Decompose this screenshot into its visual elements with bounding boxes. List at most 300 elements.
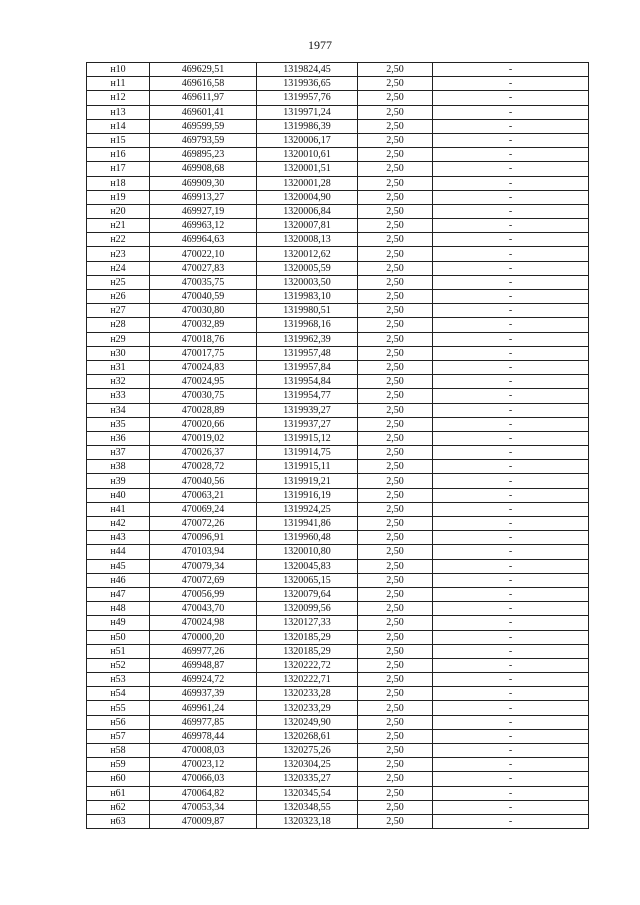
point-id-cell: н46 — [87, 573, 150, 587]
y-coordinate-cell: 1320185,29 — [257, 644, 358, 658]
y-coordinate-cell: 1319937,27 — [257, 417, 358, 431]
point-id-cell: н18 — [87, 176, 150, 190]
accuracy-cell: 2,50 — [358, 630, 433, 644]
description-cell: - — [433, 375, 589, 389]
description-cell: - — [433, 559, 589, 573]
point-id-cell: н62 — [87, 800, 150, 814]
y-coordinate-cell: 1319983,10 — [257, 290, 358, 304]
y-coordinate-cell: 1319960,48 — [257, 531, 358, 545]
table-row — [87, 559, 589, 573]
point-id-cell: н43 — [87, 531, 150, 545]
description-cell: - — [433, 63, 589, 77]
point-id-cell: н13 — [87, 105, 150, 119]
x-coordinate-cell: 469948,87 — [150, 658, 257, 672]
x-coordinate-cell: 470026,37 — [150, 446, 257, 460]
table-row — [87, 119, 589, 133]
description-cell: - — [433, 247, 589, 261]
page-number: 1977 — [308, 38, 332, 52]
description-cell: - — [433, 360, 589, 374]
y-coordinate-cell: 1319914,75 — [257, 446, 358, 460]
point-id-cell: н57 — [87, 729, 150, 743]
table-row — [87, 304, 589, 318]
x-coordinate-cell: 470030,80 — [150, 304, 257, 318]
x-coordinate-cell: 469793,59 — [150, 133, 257, 147]
point-id-cell: н28 — [87, 318, 150, 332]
accuracy-cell: 2,50 — [358, 687, 433, 701]
table-row — [87, 630, 589, 644]
y-coordinate-cell: 1319957,84 — [257, 360, 358, 374]
x-coordinate-cell: 470019,02 — [150, 431, 257, 445]
x-coordinate-cell: 469927,19 — [150, 204, 257, 218]
table-row — [87, 204, 589, 218]
accuracy-cell: 2,50 — [358, 545, 433, 559]
table-row — [87, 517, 589, 531]
y-coordinate-cell: 1320268,61 — [257, 729, 358, 743]
x-coordinate-cell: 469961,24 — [150, 701, 257, 715]
accuracy-cell: 2,50 — [358, 431, 433, 445]
accuracy-cell: 2,50 — [358, 729, 433, 743]
y-coordinate-cell: 1320345,54 — [257, 786, 358, 800]
point-id-cell: н54 — [87, 687, 150, 701]
x-coordinate-cell: 469629,51 — [150, 63, 257, 77]
accuracy-cell: 2,50 — [358, 616, 433, 630]
x-coordinate-cell: 470017,75 — [150, 346, 257, 360]
description-cell: - — [433, 233, 589, 247]
accuracy-cell: 2,50 — [358, 772, 433, 786]
y-coordinate-cell: 1320065,15 — [257, 573, 358, 587]
point-id-cell: н51 — [87, 644, 150, 658]
accuracy-cell: 2,50 — [358, 587, 433, 601]
point-id-cell: н55 — [87, 701, 150, 715]
point-id-cell: н26 — [87, 290, 150, 304]
description-cell: - — [433, 204, 589, 218]
point-id-cell: н53 — [87, 673, 150, 687]
x-coordinate-cell: 469599,59 — [150, 119, 257, 133]
x-coordinate-cell: 470072,26 — [150, 517, 257, 531]
table-row — [87, 616, 589, 630]
table-row — [87, 474, 589, 488]
x-coordinate-cell: 469977,26 — [150, 644, 257, 658]
y-coordinate-cell: 1320222,72 — [257, 658, 358, 672]
x-coordinate-cell: 470064,82 — [150, 786, 257, 800]
table-row — [87, 133, 589, 147]
point-id-cell: н30 — [87, 346, 150, 360]
description-cell: - — [433, 431, 589, 445]
table-row — [87, 488, 589, 502]
point-id-cell: н45 — [87, 559, 150, 573]
accuracy-cell: 2,50 — [358, 446, 433, 460]
point-id-cell: н36 — [87, 431, 150, 445]
description-cell: - — [433, 176, 589, 190]
accuracy-cell: 2,50 — [358, 531, 433, 545]
y-coordinate-cell: 1319919,21 — [257, 474, 358, 488]
accuracy-cell: 2,50 — [358, 105, 433, 119]
y-coordinate-cell: 1319936,65 — [257, 77, 358, 91]
accuracy-cell: 2,50 — [358, 63, 433, 77]
x-coordinate-cell: 470072,69 — [150, 573, 257, 587]
y-coordinate-cell: 1319986,39 — [257, 119, 358, 133]
description-cell: - — [433, 772, 589, 786]
description-cell: - — [433, 502, 589, 516]
accuracy-cell: 2,50 — [358, 673, 433, 687]
table-row — [87, 162, 589, 176]
x-coordinate-cell: 470022,10 — [150, 247, 257, 261]
table-row — [87, 219, 589, 233]
table-row — [87, 148, 589, 162]
y-coordinate-cell: 1320348,55 — [257, 800, 358, 814]
table-row — [87, 446, 589, 460]
point-id-cell: н17 — [87, 162, 150, 176]
accuracy-cell: 2,50 — [358, 488, 433, 502]
table-row — [87, 290, 589, 304]
table-row — [87, 715, 589, 729]
accuracy-cell: 2,50 — [358, 190, 433, 204]
y-coordinate-cell: 1319941,86 — [257, 517, 358, 531]
description-cell: - — [433, 446, 589, 460]
description-cell: - — [433, 219, 589, 233]
table-row — [87, 190, 589, 204]
y-coordinate-cell: 1320006,84 — [257, 204, 358, 218]
table-row — [87, 318, 589, 332]
accuracy-cell: 2,50 — [358, 219, 433, 233]
y-coordinate-cell: 1320323,18 — [257, 814, 358, 828]
description-cell: - — [433, 119, 589, 133]
accuracy-cell: 2,50 — [358, 247, 433, 261]
y-coordinate-cell: 1320127,33 — [257, 616, 358, 630]
y-coordinate-cell: 1319824,45 — [257, 63, 358, 77]
description-cell: - — [433, 545, 589, 559]
point-id-cell: н34 — [87, 403, 150, 417]
y-coordinate-cell: 1319939,27 — [257, 403, 358, 417]
point-id-cell: н35 — [87, 417, 150, 431]
x-coordinate-cell: 470028,72 — [150, 460, 257, 474]
y-coordinate-cell: 1320233,29 — [257, 701, 358, 715]
x-coordinate-cell: 470027,83 — [150, 261, 257, 275]
accuracy-cell: 2,50 — [358, 389, 433, 403]
description-cell: - — [433, 488, 589, 502]
table-row — [87, 63, 589, 77]
y-coordinate-cell: 1319915,12 — [257, 431, 358, 445]
y-coordinate-cell: 1320001,28 — [257, 176, 358, 190]
x-coordinate-cell: 469909,30 — [150, 176, 257, 190]
point-id-cell: н22 — [87, 233, 150, 247]
description-cell: - — [433, 658, 589, 672]
y-coordinate-cell: 1320012,62 — [257, 247, 358, 261]
description-cell: - — [433, 687, 589, 701]
point-id-cell: н48 — [87, 602, 150, 616]
accuracy-cell: 2,50 — [358, 644, 433, 658]
table-row — [87, 786, 589, 800]
point-id-cell: н49 — [87, 616, 150, 630]
accuracy-cell: 2,50 — [358, 602, 433, 616]
accuracy-cell: 2,50 — [358, 233, 433, 247]
table-row — [87, 261, 589, 275]
accuracy-cell: 2,50 — [358, 119, 433, 133]
table-row — [87, 545, 589, 559]
y-coordinate-cell: 1320007,81 — [257, 219, 358, 233]
table-row — [87, 687, 589, 701]
accuracy-cell: 2,50 — [358, 275, 433, 289]
table-row — [87, 431, 589, 445]
accuracy-cell: 2,50 — [358, 403, 433, 417]
x-coordinate-cell: 470040,59 — [150, 290, 257, 304]
description-cell: - — [433, 460, 589, 474]
point-id-cell: н38 — [87, 460, 150, 474]
description-cell: - — [433, 304, 589, 318]
y-coordinate-cell: 1320185,29 — [257, 630, 358, 644]
x-coordinate-cell: 469963,12 — [150, 219, 257, 233]
y-coordinate-cell: 1320249,90 — [257, 715, 358, 729]
accuracy-cell: 2,50 — [358, 204, 433, 218]
y-coordinate-cell: 1320001,51 — [257, 162, 358, 176]
table-row — [87, 658, 589, 672]
point-id-cell: н15 — [87, 133, 150, 147]
table-row — [87, 531, 589, 545]
accuracy-cell: 2,50 — [358, 744, 433, 758]
y-coordinate-cell: 1320304,25 — [257, 758, 358, 772]
table-row — [87, 332, 589, 346]
table-row — [87, 233, 589, 247]
table-row — [87, 673, 589, 687]
x-coordinate-cell: 470018,76 — [150, 332, 257, 346]
description-cell: - — [433, 318, 589, 332]
table-row — [87, 91, 589, 105]
y-coordinate-cell: 1320233,28 — [257, 687, 358, 701]
x-coordinate-cell: 469978,44 — [150, 729, 257, 743]
accuracy-cell: 2,50 — [358, 77, 433, 91]
point-id-cell: н31 — [87, 360, 150, 374]
accuracy-cell: 2,50 — [358, 474, 433, 488]
accuracy-cell: 2,50 — [358, 162, 433, 176]
accuracy-cell: 2,50 — [358, 573, 433, 587]
description-cell: - — [433, 290, 589, 304]
description-cell: - — [433, 616, 589, 630]
table-row — [87, 247, 589, 261]
y-coordinate-cell: 1319980,51 — [257, 304, 358, 318]
y-coordinate-cell: 1320005,59 — [257, 261, 358, 275]
description-cell: - — [433, 133, 589, 147]
point-id-cell: н10 — [87, 63, 150, 77]
point-id-cell: н25 — [87, 275, 150, 289]
accuracy-cell: 2,50 — [358, 261, 433, 275]
accuracy-cell: 2,50 — [358, 658, 433, 672]
point-id-cell: н56 — [87, 715, 150, 729]
accuracy-cell: 2,50 — [358, 800, 433, 814]
accuracy-cell: 2,50 — [358, 133, 433, 147]
table-row — [87, 644, 589, 658]
description-cell: - — [433, 517, 589, 531]
description-cell: - — [433, 644, 589, 658]
table-row — [87, 758, 589, 772]
x-coordinate-cell: 470053,34 — [150, 800, 257, 814]
table-row — [87, 573, 589, 587]
point-id-cell: н52 — [87, 658, 150, 672]
y-coordinate-cell: 1320222,71 — [257, 673, 358, 687]
x-coordinate-cell: 469937,39 — [150, 687, 257, 701]
description-cell: - — [433, 573, 589, 587]
x-coordinate-cell: 469964,63 — [150, 233, 257, 247]
point-id-cell: н19 — [87, 190, 150, 204]
point-id-cell: н50 — [87, 630, 150, 644]
table-row — [87, 800, 589, 814]
y-coordinate-cell: 1319916,19 — [257, 488, 358, 502]
y-coordinate-cell: 1319915,11 — [257, 460, 358, 474]
point-id-cell: н63 — [87, 814, 150, 828]
x-coordinate-cell: 470066,03 — [150, 772, 257, 786]
description-cell: - — [433, 417, 589, 431]
coordinates-table-body — [87, 63, 589, 829]
description-cell: - — [433, 744, 589, 758]
y-coordinate-cell: 1320008,13 — [257, 233, 358, 247]
table-row — [87, 105, 589, 119]
accuracy-cell: 2,50 — [358, 758, 433, 772]
description-cell: - — [433, 531, 589, 545]
x-coordinate-cell: 470028,89 — [150, 403, 257, 417]
y-coordinate-cell: 1319954,84 — [257, 375, 358, 389]
accuracy-cell: 2,50 — [358, 460, 433, 474]
accuracy-cell: 2,50 — [358, 375, 433, 389]
y-coordinate-cell: 1320010,61 — [257, 148, 358, 162]
point-id-cell: н37 — [87, 446, 150, 460]
point-id-cell: н16 — [87, 148, 150, 162]
y-coordinate-cell: 1319957,48 — [257, 346, 358, 360]
x-coordinate-cell: 470008,03 — [150, 744, 257, 758]
point-id-cell: н40 — [87, 488, 150, 502]
table-row — [87, 772, 589, 786]
point-id-cell: н12 — [87, 91, 150, 105]
description-cell: - — [433, 673, 589, 687]
x-coordinate-cell: 470063,21 — [150, 488, 257, 502]
accuracy-cell: 2,50 — [358, 360, 433, 374]
x-coordinate-cell: 470056,99 — [150, 587, 257, 601]
point-id-cell: н42 — [87, 517, 150, 531]
accuracy-cell: 2,50 — [358, 148, 433, 162]
y-coordinate-cell: 1320006,17 — [257, 133, 358, 147]
y-coordinate-cell: 1320335,27 — [257, 772, 358, 786]
description-cell: - — [433, 474, 589, 488]
y-coordinate-cell: 1319971,24 — [257, 105, 358, 119]
accuracy-cell: 2,50 — [358, 91, 433, 105]
description-cell: - — [433, 91, 589, 105]
point-id-cell: н41 — [87, 502, 150, 516]
x-coordinate-cell: 469601,41 — [150, 105, 257, 119]
point-id-cell: н20 — [87, 204, 150, 218]
y-coordinate-cell: 1320045,83 — [257, 559, 358, 573]
description-cell: - — [433, 162, 589, 176]
description-cell: - — [433, 275, 589, 289]
point-id-cell: н21 — [87, 219, 150, 233]
description-cell: - — [433, 403, 589, 417]
accuracy-cell: 2,50 — [358, 559, 433, 573]
table-row — [87, 77, 589, 91]
description-cell: - — [433, 602, 589, 616]
table-row — [87, 744, 589, 758]
x-coordinate-cell: 469977,85 — [150, 715, 257, 729]
y-coordinate-cell: 1320010,80 — [257, 545, 358, 559]
accuracy-cell: 2,50 — [358, 701, 433, 715]
x-coordinate-cell: 469913,27 — [150, 190, 257, 204]
accuracy-cell: 2,50 — [358, 318, 433, 332]
table-row — [87, 701, 589, 715]
point-id-cell: н44 — [87, 545, 150, 559]
accuracy-cell: 2,50 — [358, 517, 433, 531]
accuracy-cell: 2,50 — [358, 786, 433, 800]
accuracy-cell: 2,50 — [358, 176, 433, 190]
x-coordinate-cell: 470024,98 — [150, 616, 257, 630]
description-cell: - — [433, 786, 589, 800]
description-cell: - — [433, 346, 589, 360]
y-coordinate-cell: 1319954,77 — [257, 389, 358, 403]
y-coordinate-cell: 1320099,56 — [257, 602, 358, 616]
y-coordinate-cell: 1319957,76 — [257, 91, 358, 105]
table-row — [87, 814, 589, 828]
description-cell: - — [433, 729, 589, 743]
x-coordinate-cell: 470032,89 — [150, 318, 257, 332]
y-coordinate-cell: 1319962,39 — [257, 332, 358, 346]
table-row — [87, 360, 589, 374]
y-coordinate-cell: 1320079,64 — [257, 587, 358, 601]
x-coordinate-cell: 470030,75 — [150, 389, 257, 403]
point-id-cell: н60 — [87, 772, 150, 786]
point-id-cell: н14 — [87, 119, 150, 133]
point-id-cell: н39 — [87, 474, 150, 488]
description-cell: - — [433, 389, 589, 403]
description-cell: - — [433, 77, 589, 91]
accuracy-cell: 2,50 — [358, 417, 433, 431]
table-row — [87, 602, 589, 616]
x-coordinate-cell: 470096,91 — [150, 531, 257, 545]
point-id-cell: н33 — [87, 389, 150, 403]
point-id-cell: н27 — [87, 304, 150, 318]
y-coordinate-cell: 1320003,50 — [257, 275, 358, 289]
point-id-cell: н24 — [87, 261, 150, 275]
x-coordinate-cell: 470035,75 — [150, 275, 257, 289]
description-cell: - — [433, 105, 589, 119]
x-coordinate-cell: 470023,12 — [150, 758, 257, 772]
table-row — [87, 587, 589, 601]
table-row — [87, 389, 589, 403]
table-row — [87, 502, 589, 516]
accuracy-cell: 2,50 — [358, 304, 433, 318]
point-id-cell: н59 — [87, 758, 150, 772]
coordinates-table — [86, 62, 589, 829]
table-row — [87, 417, 589, 431]
description-cell: - — [433, 261, 589, 275]
x-coordinate-cell: 470000,20 — [150, 630, 257, 644]
x-coordinate-cell: 470020,66 — [150, 417, 257, 431]
description-cell: - — [433, 814, 589, 828]
x-coordinate-cell: 470024,83 — [150, 360, 257, 374]
accuracy-cell: 2,50 — [358, 332, 433, 346]
point-id-cell: н58 — [87, 744, 150, 758]
point-id-cell: н29 — [87, 332, 150, 346]
table-row — [87, 729, 589, 743]
x-coordinate-cell: 470079,34 — [150, 559, 257, 573]
x-coordinate-cell: 469924,72 — [150, 673, 257, 687]
point-id-cell: н47 — [87, 587, 150, 601]
description-cell: - — [433, 332, 589, 346]
table-row — [87, 460, 589, 474]
accuracy-cell: 2,50 — [358, 715, 433, 729]
accuracy-cell: 2,50 — [358, 814, 433, 828]
table-row — [87, 176, 589, 190]
x-coordinate-cell: 470024,95 — [150, 375, 257, 389]
description-cell: - — [433, 630, 589, 644]
y-coordinate-cell: 1319968,16 — [257, 318, 358, 332]
accuracy-cell: 2,50 — [358, 346, 433, 360]
description-cell: - — [433, 148, 589, 162]
x-coordinate-cell: 469908,68 — [150, 162, 257, 176]
